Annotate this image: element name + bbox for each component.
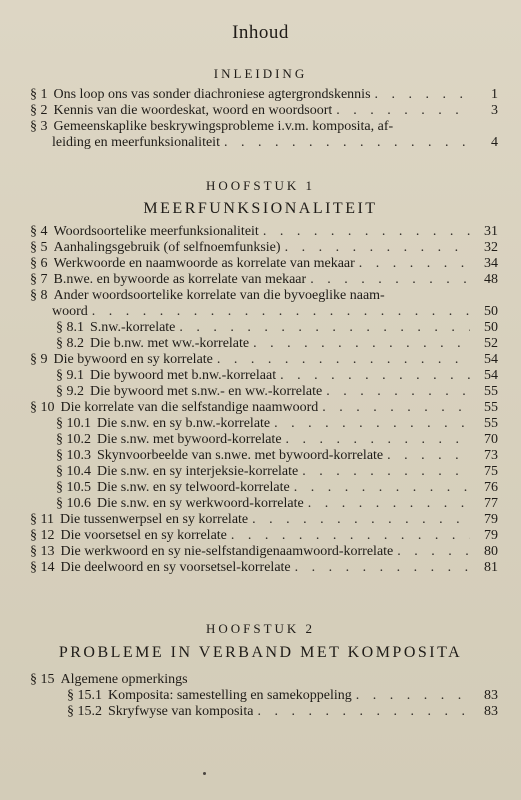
toc-entry-text: B.nwe. en bywoorde as korrelate van mekaar xyxy=(53,272,307,287)
toc-leader-dots xyxy=(326,384,470,400)
toc-section-number: § 3 xyxy=(30,119,48,134)
toc-entry-text: Gemeenskaplike beskrywingsprobleme i.v.m. komposita, af- xyxy=(53,119,394,134)
toc-page-number: 50 xyxy=(484,320,498,335)
toc-leader-dots xyxy=(322,400,470,416)
toc-entry xyxy=(30,528,498,544)
toc-entry-text: Die b.nw. met ww.-korrelate xyxy=(90,336,250,351)
toc-section-number: § 4 xyxy=(30,224,48,239)
toc-leader-dots xyxy=(274,416,470,432)
toc-entry-text: Kennis van die woordeskat, woord en woordsoort xyxy=(53,103,333,118)
toc-entry xyxy=(30,672,498,688)
toc-leader-dots xyxy=(310,272,470,288)
toc-entry-continuation xyxy=(30,304,498,320)
toc-page-number: 83 xyxy=(484,688,498,703)
chapter-label-1: HOOFSTUK 1 xyxy=(205,178,316,193)
toc-leader-dots xyxy=(280,368,470,384)
toc-entry-text: Die s.nw. en sy b.nw.-korrelate xyxy=(97,416,271,431)
toc-section-number: § 7 xyxy=(30,272,48,287)
toc-leader-dots xyxy=(295,560,470,576)
toc-entry-text: Die deelwoord en sy voorsetsel-korrelate xyxy=(60,560,291,575)
chapter-title-1: MEERFUNKSIONALITEIT xyxy=(143,200,378,217)
toc-entry xyxy=(30,496,498,512)
toc-section-number: § 9 xyxy=(30,352,48,367)
toc-entry xyxy=(30,480,498,496)
toc-entry xyxy=(30,560,498,576)
toc-section-number: § 10.6 xyxy=(56,496,91,511)
toc-section-number: § 9.1 xyxy=(56,368,84,383)
toc-intro xyxy=(30,87,498,151)
toc-page-number: 55 xyxy=(484,416,498,431)
toc-entry-continuation xyxy=(30,135,498,151)
toc-page-number: 54 xyxy=(484,352,498,367)
toc-entry xyxy=(30,320,498,336)
toc-entry-text: Komposita: samestelling en samekoppeling xyxy=(108,688,352,703)
toc-section-number: § 13 xyxy=(30,544,55,559)
toc-leader-dots xyxy=(231,528,470,544)
toc-entry-text: Die bywoord met s.nw.- en ww.-korrelate xyxy=(90,384,323,399)
toc-entry xyxy=(30,87,498,103)
toc-entry xyxy=(30,119,498,135)
toc-leader-dots xyxy=(263,224,470,240)
toc-section-number: § 10.1 xyxy=(56,416,91,431)
toc-entry xyxy=(30,400,498,416)
toc-page-number: 55 xyxy=(484,384,498,399)
toc-entry-text: Die s.nw. en sy werkwoord-korrelate xyxy=(97,496,304,511)
toc-section-number: § 10.2 xyxy=(56,432,91,447)
toc-page-number: 73 xyxy=(484,448,498,463)
toc-entry-text-cont: woord xyxy=(52,304,88,319)
toc-section-number: § 9.2 xyxy=(56,384,84,399)
toc-leader-dots xyxy=(336,103,470,119)
toc-entry xyxy=(30,272,498,288)
toc-section-number: § 15.2 xyxy=(67,704,102,719)
toc-section-number: § 10 xyxy=(30,400,55,415)
toc-entry xyxy=(30,336,498,352)
toc-entry-text: Ons loop ons vas sonder diachroniese agtergrondskennis xyxy=(53,87,371,102)
toc-entry xyxy=(30,224,498,240)
toc-section-number: § 10.4 xyxy=(56,464,91,479)
toc-leader-dots xyxy=(224,135,470,151)
toc-section-number: § 15.1 xyxy=(67,688,102,703)
page-mark xyxy=(203,772,206,775)
toc-entry-text: Skryfwyse van komposita xyxy=(108,704,254,719)
toc-section-number: § 10.5 xyxy=(56,480,91,495)
toc-chapter-1 xyxy=(30,224,498,576)
toc-entry-text: Die s.nw. en sy interjeksie-korrelate xyxy=(97,464,299,479)
toc-page-number: 70 xyxy=(484,432,498,447)
toc-leader-dots xyxy=(92,304,470,320)
toc-leader-dots xyxy=(397,544,470,560)
toc-leader-dots xyxy=(302,464,470,480)
toc-entry xyxy=(30,704,498,720)
toc-section-number: § 6 xyxy=(30,256,48,271)
toc-section-number: § 11 xyxy=(30,512,54,527)
toc-page-number: 48 xyxy=(484,272,498,287)
toc-entry xyxy=(30,103,498,119)
toc-entry xyxy=(30,288,498,304)
toc-page-number: 31 xyxy=(484,224,498,239)
toc-page-number: 79 xyxy=(484,512,498,527)
toc-page-number: 55 xyxy=(484,400,498,415)
toc-entry xyxy=(30,432,498,448)
toc-chapter-2 xyxy=(30,672,498,720)
toc-entry-text: Skynvoorbeelde van s.nwe. met bywoord-korrelate xyxy=(97,448,384,463)
toc-leader-dots xyxy=(286,432,470,448)
toc-entry xyxy=(30,240,498,256)
toc-entry xyxy=(30,464,498,480)
toc-entry-text: Aanhalingsgebruik (of selfnoemfunksie) xyxy=(53,240,281,255)
toc-page-number: 4 xyxy=(491,135,498,150)
toc-leader-dots xyxy=(387,448,470,464)
toc-entry xyxy=(30,544,498,560)
toc-section-number: § 8 xyxy=(30,288,48,303)
toc-section-number: § 12 xyxy=(30,528,55,543)
toc-page-number: 1 xyxy=(491,87,498,102)
toc-leader-dots xyxy=(253,336,470,352)
toc-entry xyxy=(30,352,498,368)
toc-section-number: § 8.1 xyxy=(56,320,84,335)
toc-page-number: 83 xyxy=(484,704,498,719)
toc-entry-text: Woordsoortelike meerfunksionaliteit xyxy=(53,224,259,239)
toc-entry xyxy=(30,448,498,464)
chapter-title-2: PROBLEME IN VERBAND MET KOMPOSITA xyxy=(58,644,463,661)
toc-entry-text: Die s.nw. met bywoord-korrelate xyxy=(97,432,282,447)
toc-entry xyxy=(30,384,498,400)
toc-entry-text: Algemene opmerkings xyxy=(60,672,188,687)
toc-page-number: 76 xyxy=(484,480,498,495)
toc-leader-dots xyxy=(294,480,470,496)
toc-leader-dots xyxy=(252,512,470,528)
toc-leader-dots xyxy=(356,688,470,704)
toc-page-number: 34 xyxy=(484,256,498,271)
toc-entry-text: Die bywoord en sy korrelate xyxy=(53,352,213,367)
toc-section-number: § 1 xyxy=(30,87,48,102)
toc-leader-dots xyxy=(285,240,470,256)
toc-leader-dots xyxy=(375,87,470,103)
toc-leader-dots xyxy=(217,352,470,368)
toc-leader-dots xyxy=(179,320,470,336)
toc-entry-text: Die werkwoord en sy nie-selfstandigenaamwoord-korrelate xyxy=(60,544,394,559)
toc-entry xyxy=(30,688,498,704)
toc-page-number: 3 xyxy=(491,103,498,118)
toc-entry xyxy=(30,416,498,432)
toc-entry xyxy=(30,256,498,272)
toc-section-number: § 15 xyxy=(30,672,55,687)
toc-entry-text: Die s.nw. en sy telwoord-korrelate xyxy=(97,480,290,495)
toc-page-number: 81 xyxy=(484,560,498,575)
toc-entry-text: Die tussenwerpsel en sy korrelate xyxy=(59,512,249,527)
toc-section-number: § 8.2 xyxy=(56,336,84,351)
toc-section-number: § 10.3 xyxy=(56,448,91,463)
toc-leader-dots xyxy=(308,496,470,512)
toc-page-number: 79 xyxy=(484,528,498,543)
toc-entry-text: Die bywoord met b.nw.-korrelaat xyxy=(90,368,277,383)
toc-page-number: 54 xyxy=(484,368,498,383)
toc-leader-dots xyxy=(359,256,470,272)
toc-page-number: 77 xyxy=(484,496,498,511)
toc-entry xyxy=(30,368,498,384)
toc-entry-text: S.nw.-korrelate xyxy=(90,320,176,335)
toc-entry-text-cont: leiding en meerfunksionaliteit xyxy=(52,135,220,150)
toc-section-number: § 5 xyxy=(30,240,48,255)
toc-section-number: § 2 xyxy=(30,103,48,118)
toc-entry-text: Ander woordsoortelike korrelate van die byvoeglike naam- xyxy=(53,288,385,303)
toc-section-number: § 14 xyxy=(30,560,55,575)
toc-entry-text: Werkwoorde en naamwoorde as korrelate van mekaar xyxy=(53,256,355,271)
page-title: Inhoud xyxy=(232,22,289,43)
toc-page-number: 80 xyxy=(484,544,498,559)
chapter-label-2: HOOFSTUK 2 xyxy=(205,621,316,636)
toc-leader-dots xyxy=(257,704,470,720)
toc-page-number: 50 xyxy=(484,304,498,319)
toc-page-number: 75 xyxy=(484,464,498,479)
toc-entry-text: Die voorsetsel en sy korrelate xyxy=(60,528,227,543)
toc-entry xyxy=(30,512,498,528)
section-heading-inleiding: INLEIDING xyxy=(213,66,308,81)
toc-page-number: 52 xyxy=(484,336,498,351)
toc-page-number: 32 xyxy=(484,240,498,255)
toc-entry-text: Die korrelate van die selfstandige naamwoord xyxy=(60,400,319,415)
